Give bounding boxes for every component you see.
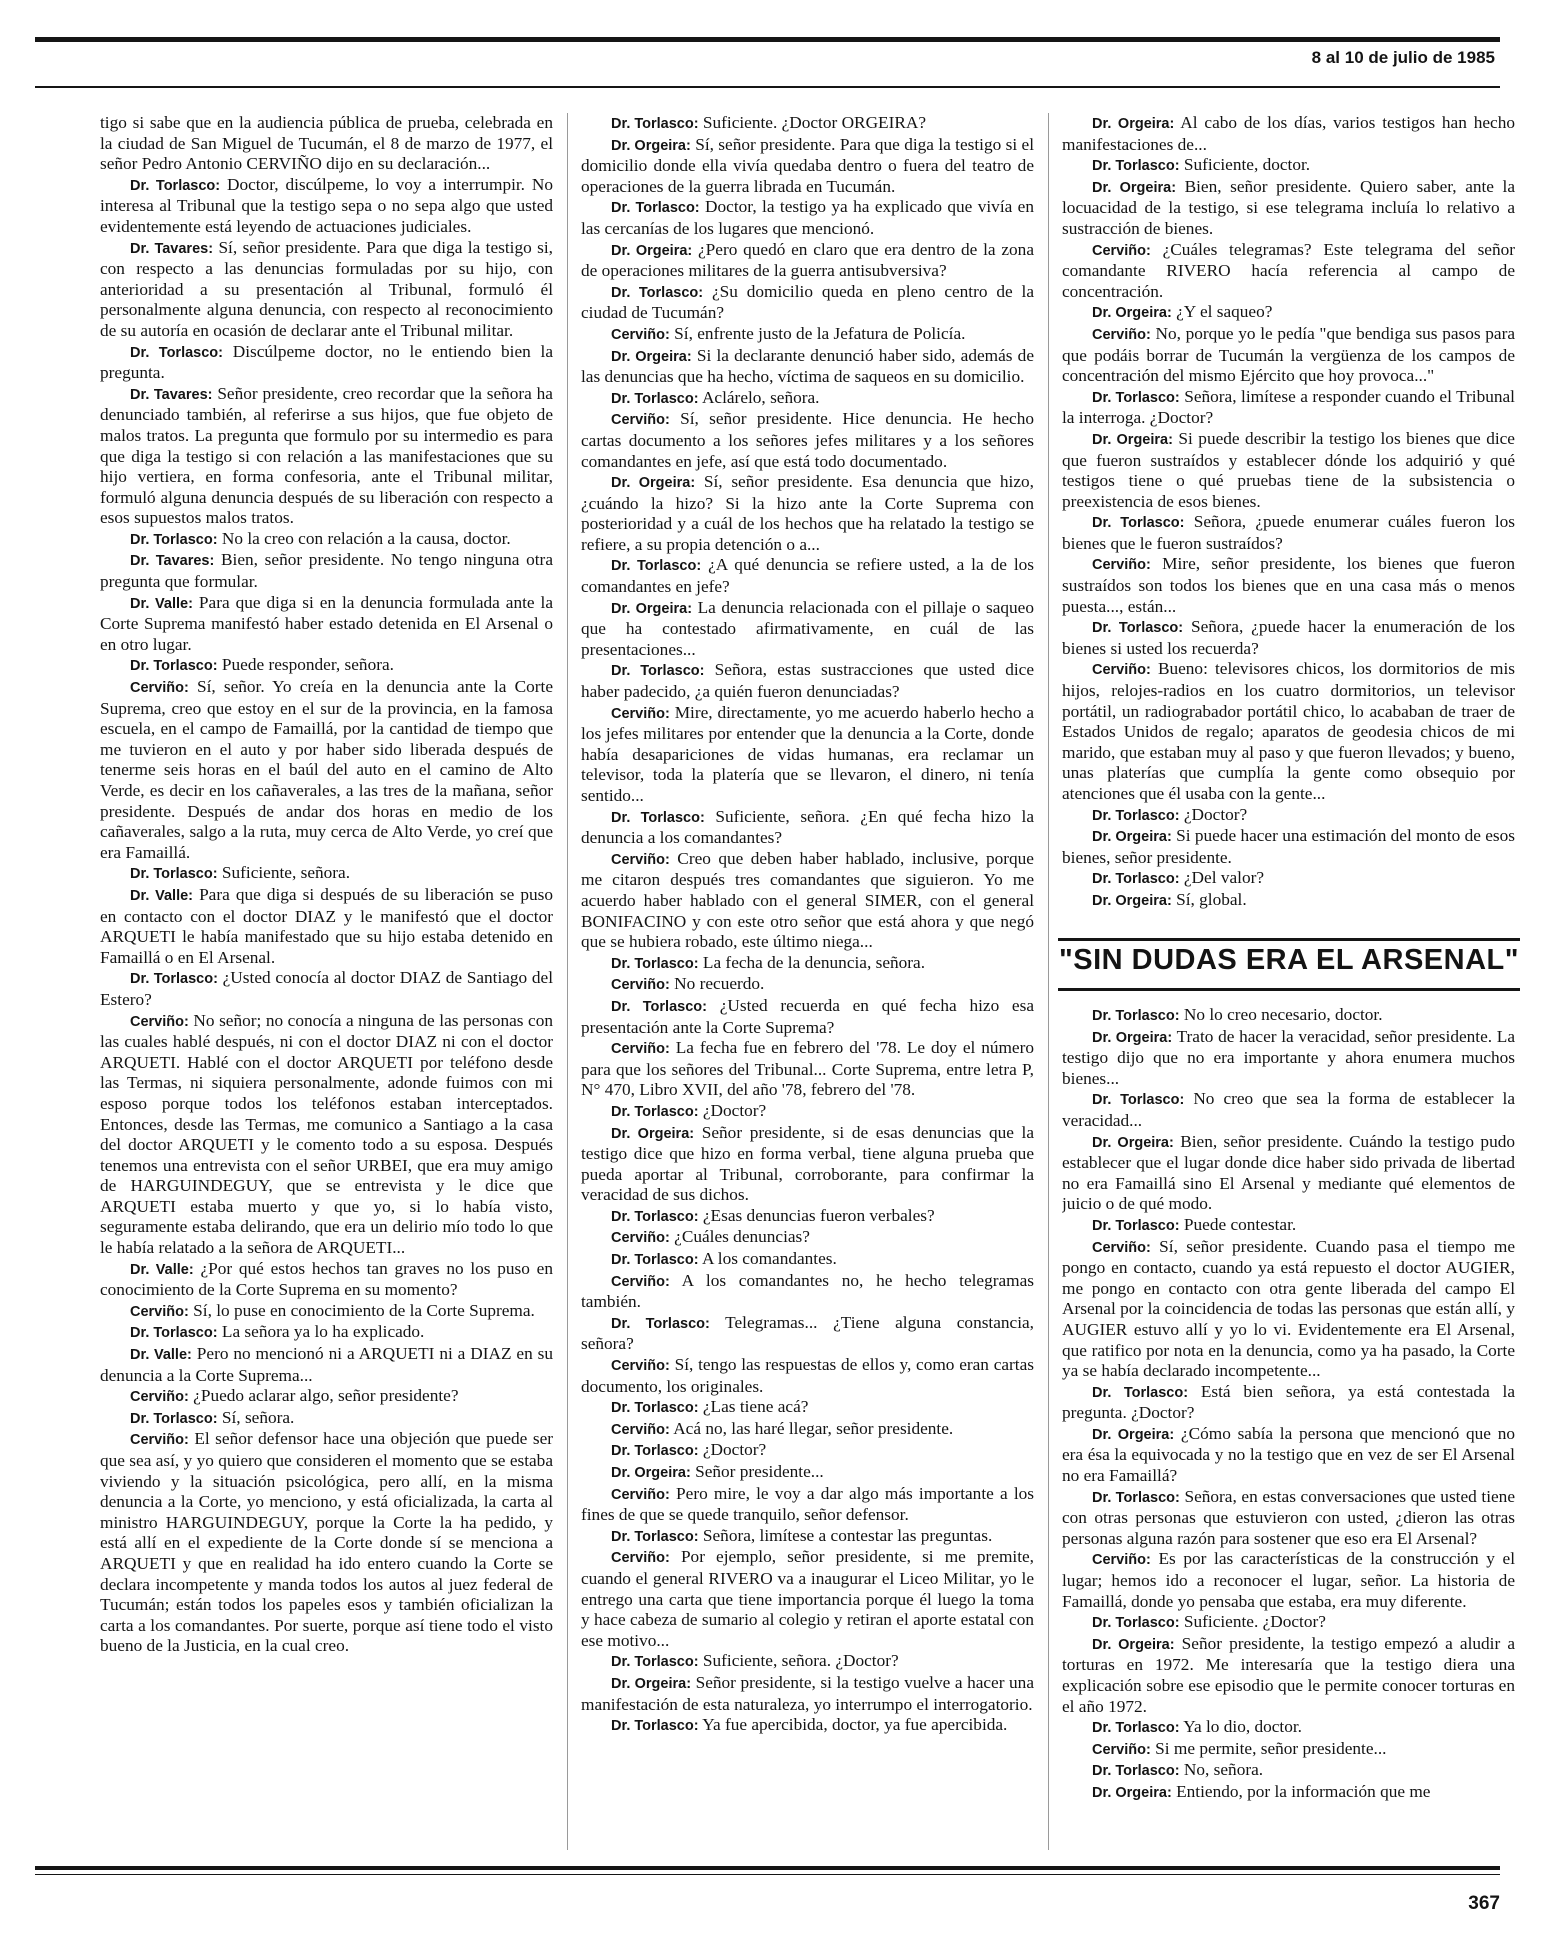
dialogue-paragraph (1062, 659, 1515, 804)
dialogue-paragraph (581, 1715, 1034, 1737)
dialogue-paragraph (100, 1408, 553, 1430)
dialogue-paragraph (581, 113, 1034, 135)
speech-text: La denuncia relacionada con el pillaje o saqueo que ha contestado afirmativamente, en cuál de las presentaciones... (581, 597, 1034, 659)
speech-text: Si puede describir la testigo los bienes que dice que fueron sustraídos y establecer dónde los adquirió y qué testigos tiene o qué pruebas tiene de la subsistencia o preexistencia de esos bienes. (1062, 428, 1515, 511)
speaker-label: Dr. Torlasco: (130, 344, 223, 361)
speaker-label: Dr. Torlasco: (130, 531, 218, 548)
dialogue-paragraph (581, 1227, 1034, 1249)
dialogue-paragraph (581, 974, 1034, 996)
speaker-label: Dr. Valle: (130, 595, 193, 612)
speech-text: No creo que sea la forma de establecer la veracidad... (1062, 1089, 1515, 1130)
speaker-label: Dr. Orgeira: (611, 1675, 692, 1692)
speaker-label: Dr. Orgeira: (1092, 116, 1175, 132)
dialogue-paragraph (1062, 302, 1515, 324)
speech-text: Señora, limítese a contestar las preguntas. (702, 1525, 993, 1545)
text-column-3-top (1062, 113, 1515, 913)
speech-text: ¿Puedo aclarar algo, señor presidente? (193, 1386, 459, 1406)
dialogue-paragraph (581, 1526, 1034, 1548)
speech-text: Entiendo, por la información que me (1176, 1781, 1431, 1801)
speech-text: Si me permite, señor presidente... (1155, 1738, 1387, 1758)
speech-text: La fecha de la denuncia, señora. (702, 952, 926, 972)
speech-text: Sí, tengo las respuestas de ellos y, como eran cartas documento, los originales. (581, 1355, 1034, 1396)
dialogue-paragraph (581, 1547, 1034, 1651)
speaker-label: Dr. Orgeira: (611, 475, 696, 492)
speaker-label: Dr. Torlasco: (611, 1528, 699, 1545)
dialogue-paragraph (581, 1249, 1034, 1271)
speech-text: Suficiente, señora. ¿Doctor? (702, 1651, 899, 1671)
speech-text: Para que diga si después de su liberación se puso en contacto con el doctor DIAZ y le manifestó que el doctor ARQUETI le había manifestado que su hijo estaba detenido en Famaillá o en El Arsenal. (100, 884, 553, 967)
speaker-label: Dr. Valle: (130, 887, 193, 904)
dialogue-paragraph (581, 660, 1034, 702)
dialogue-paragraph (581, 388, 1034, 410)
speaker-label: Dr. Torlasco: (1092, 158, 1180, 175)
speech-text: Señora, limítese a responder cuando el Tribunal la interroga. ¿Doctor? (1062, 386, 1515, 428)
text-column-3-bottom (1062, 1005, 1515, 1850)
dialogue-paragraph (100, 1259, 553, 1301)
dialogue-paragraph (1062, 240, 1515, 303)
speech-text: Bien, señor presidente. No tengo ninguna otra pregunta que formular. (100, 550, 553, 592)
dialogue-paragraph (1062, 387, 1515, 429)
speech-text: Señora, en estas conversaciones que usted tiene con otras personas que estuvieron con usted, ¿dieron las otras personas alguna razón para sostener que eso era El Arsenal? (1062, 1486, 1515, 1548)
speaker-label: Dr. Torlasco: (130, 658, 218, 675)
speech-text: Sí, señora. (221, 1407, 295, 1427)
dialogue-paragraph (1062, 113, 1515, 155)
speaker-label: Cerviño: (1092, 1741, 1151, 1758)
speaker-label: Cerviño: (611, 1486, 670, 1503)
dialogue-paragraph (100, 968, 553, 1010)
dialogue-paragraph (100, 550, 553, 592)
speech-text: Si puede hacer una estimación del monto de esos bienes, señor presidente. (1062, 826, 1515, 867)
dialogue-paragraph (581, 1419, 1034, 1441)
speech-text: Por ejemplo, señor presidente, si me premite, cuando el general RIVERO va a inaugurar el Liceo Militar, yo le entrego una carta que tiene importancia porque él luego la toma y hace cabeza de sumario al colegio y retiran el aporte estatal con ese motivo... (581, 1547, 1034, 1650)
top-rule (35, 37, 1500, 42)
speech-text: Señor presidente, si la testigo vuelve a hacer una manifestación de esta naturaleza, yo interrumpo el interrogatorio. (581, 1672, 1034, 1714)
speech-text: ¿Del valor? (1183, 868, 1265, 888)
dialogue-paragraph (581, 807, 1034, 849)
speaker-label: Dr. Torlasco: (1092, 1217, 1180, 1234)
speech-text: Señor presidente... (695, 1462, 824, 1481)
dialogue-paragraph (581, 135, 1034, 198)
speech-text: Sí, señor presidente. Esa denuncia que hizo, ¿cuándo la hizo? Si la hizo ante la Corte Suprema con posterioridad y a cuál de los hechos que ha relatado la testigo se refiere, a su propia detención o a... (581, 472, 1034, 554)
speech-text: ¿Cuáles denuncias? (674, 1227, 810, 1247)
speaker-label: Dr. Orgeira: (1092, 892, 1172, 909)
dialogue-paragraph (1062, 324, 1515, 387)
speech-text: ¿Pero quedó en claro que era dentro de la zona de operaciones militares de la guerra antisubversiva? (581, 239, 1034, 281)
dialogue-paragraph (1062, 1237, 1515, 1382)
dialogue-paragraph (581, 282, 1034, 324)
dialogue-paragraph (581, 1484, 1034, 1526)
dialogue-paragraph (1062, 826, 1515, 868)
speech-text: Discúlpeme doctor, no le entiendo bien la pregunta. (100, 341, 553, 383)
dialogue-paragraph (581, 996, 1034, 1038)
speaker-label: Cerviño: (611, 851, 670, 868)
speech-text: Sí, señor presidente. Hice denuncia. He hecho cartas documento a los señores jefes militares y a los señores comandantes en jefe, así que está todo documentado. (581, 409, 1034, 471)
speech-text: Señor presidente, creo recordar que la señora ha denunciado también, al referirse a sus hijos, que fue objeto de malos tratos. La pregunta que formulo por su intermedio es para que diga la testigo si con relación a las manifestaciones que su hijo vertiera, en forma confesoria, ante el Tribunal militar, formuló alguna denuncia después de su liberación con respecto a esos supuestos malos tratos. (100, 383, 553, 528)
speaker-label: Dr. Torlasco: (611, 116, 699, 132)
dialogue-paragraph (581, 1038, 1034, 1101)
speech-text: Para que diga si en la denuncia formulada ante la Corte Suprema manifestó haber estado detenida en El Arsenal o en otro lugar. (100, 592, 553, 654)
speech-text: Señora, estas sustracciones que usted dice haber padecido, ¿a quién fueron denunciadas? (581, 660, 1034, 702)
speaker-label: Dr. Valle: (130, 1347, 192, 1364)
speaker-label: Dr. Torlasco: (1092, 807, 1180, 824)
speech-text: Sí, señor presidente. Para que diga la testigo si, con respecto a las denuncias formuladas por su hijo, con anterioridad a su presentación al Tribunal, formuló él personalmente alguna denuncia, con respecto al reconocimiento de su autoría en ocasión de declarar ante el Tribunal militar. (100, 237, 553, 340)
dialogue-paragraph (100, 1429, 553, 1657)
speaker-label: Dr. Torlasco: (1092, 389, 1180, 406)
speaker-label: Cerviño: (1092, 326, 1151, 343)
speech-text: Mire, directamente, yo me acuerdo haberlo hecho a los jefes militares por entender que la denuncia a la Corte, donde había desapariciones de vidas humanas, era reclamar un televisor, toda la platería que se llevaron, el dinero, ni tenía sentido... (581, 702, 1034, 805)
speaker-label: Dr. Torlasco: (1092, 871, 1180, 888)
speaker-label: Dr. Torlasco: (611, 1252, 699, 1269)
speaker-label: Dr. Torlasco: (1092, 1615, 1180, 1632)
speaker-label: Cerviño: (611, 412, 670, 429)
dialogue-paragraph (1062, 1132, 1515, 1215)
speaker-label: Dr. Orgeira: (611, 137, 691, 154)
dialogue-paragraph (1062, 177, 1515, 240)
speech-text: tigo si sabe que en la audiencia pública de prueba, celebrada en la ciudad de San Miguel de Tucumán, el 8 de marzo de 1977, el señor Pedro Antonio CERVIÑO dijo en su declaración... (100, 113, 553, 174)
dialogue-paragraph (1062, 1487, 1515, 1550)
text-column-1 (100, 113, 553, 1850)
speech-text: ¿Y el saqueo? (1176, 302, 1273, 322)
dialogue-paragraph (581, 197, 1034, 239)
speaker-label: Dr. Orgeira: (1092, 1636, 1175, 1653)
speaker-label: Cerviño: (130, 1389, 189, 1406)
speech-text: ¿Su domicilio queda en pleno centro de la ciudad de Tucumán? (581, 281, 1034, 323)
dialogue-paragraph (581, 240, 1034, 282)
dialogue-paragraph (581, 324, 1034, 346)
speech-text: No la creo con relación a la causa, doctor. (221, 528, 511, 548)
speech-text: Sí, lo puse en conocimiento de la Corte Suprema. (193, 1300, 535, 1320)
speech-text: Suficiente. ¿Doctor ORGEIRA? (702, 113, 927, 132)
dialogue-paragraph (100, 529, 553, 551)
speaker-label: Cerviño: (611, 1421, 670, 1438)
issue-date: 8 al 10 de julio de 1985 (1311, 48, 1495, 67)
speech-text: Creo que deben haber hablado, inclusive, porque me citaron después tres comandantes que siguieron. Yo me acuerdo haber hablado con el general SIMER, con el general BONIFACINO y con este otro señor que está ahora y que negó que se hubiera robado, este último niega... (581, 848, 1034, 952)
dialogue-paragraph (100, 384, 553, 529)
speech-text: Suficiente, doctor. (1183, 155, 1311, 175)
speech-text: Está bien señora, ya está contestada la pregunta. ¿Doctor? (1062, 1381, 1515, 1423)
speech-text: ¿Doctor? (702, 1440, 767, 1460)
speech-text: ¿Cuáles telegramas? Este telegrama del señor comandante RIVERO hacía referencia al campo de concentración. (1062, 239, 1515, 301)
speech-text: Sí, global. (1176, 889, 1247, 909)
speech-text: ¿A qué denuncia se refiere usted, a la de los comandantes en jefe? (581, 555, 1034, 597)
speaker-label: Dr. Orgeira: (1092, 305, 1172, 322)
column-divider (1048, 113, 1049, 1850)
dialogue-paragraph (581, 346, 1034, 388)
dialogue-paragraph (581, 1101, 1034, 1123)
section-headline: "SIN DUDAS ERA EL ARSENAL" (1059, 944, 1519, 976)
speech-text: Señor presidente, la testigo empezó a aludir a torturas en 1972. Me interesaría que la testigo diera una explicación sobre ese episodio que le permite conocer torturas en el año 1972. (1062, 1633, 1515, 1716)
speaker-label: Cerviño: (130, 1303, 189, 1320)
speech-text: Bien, señor presidente. Cuándo la testigo pudo establecer que el lugar donde dice haber sido privada de libertad no era Famaillá sino El Arsenal y mediante qué elementos de juicio o de qué modo. (1062, 1131, 1515, 1214)
dialogue-paragraph (581, 1673, 1034, 1715)
speech-text: Puede contestar. (1183, 1214, 1297, 1234)
speech-text: ¿Por qué estos hechos tan graves no los puso en conocimiento de la Corte Suprema en su momento? (100, 1258, 553, 1300)
dialogue-paragraph (1062, 1634, 1515, 1717)
speaker-label: Dr. Orgeira: (611, 242, 693, 259)
speech-text: La fecha fue en febrero del '78. Le doy el número para que los señores del Tribunal... Corte Suprema, entre letra P, N° 470, Libro XVII, del año '78, febrero del '78. (581, 1038, 1034, 1100)
speech-text: A los comandantes. (701, 1249, 837, 1269)
speech-text: Suficiente, señora. (221, 863, 351, 883)
speech-text: No lo creo necesario, doctor. (1183, 1005, 1383, 1024)
speech-text: Aclárelo, señora. (701, 387, 820, 407)
dialogue-paragraph (100, 1011, 553, 1259)
speaker-label: Dr. Torlasco: (611, 955, 699, 972)
dialogue-paragraph (1062, 1717, 1515, 1739)
speech-text: Señor presidente, si de esas denuncias que la testigo dice que hizo en forma verbal, tiene alguna prueba que pueda aportar al Tribunal, corroborante, para confirmar la veracidad de sus dichos. (581, 1122, 1034, 1205)
speaker-label: Dr. Torlasco: (611, 1103, 699, 1120)
speech-text: ¿Usted conocía al doctor DIAZ de Santiago del Estero? (100, 968, 553, 1009)
speaker-label: Dr. Orgeira: (1092, 431, 1173, 448)
dialogue-paragraph (100, 885, 553, 968)
dialogue-paragraph (581, 1440, 1034, 1462)
speech-text: Mire, señor presidente, los bienes que fueron sustraídos son todos los bienes que en una casa más o menos puesta..., están... (1062, 554, 1515, 616)
speaker-label: Dr. Torlasco: (611, 200, 700, 217)
speech-text: Ya fue apercibida, doctor, ya fue apercibida. (702, 1715, 1008, 1735)
speech-text: Suficiente, señora. ¿En qué fecha hizo la denuncia a los comandantes? (581, 806, 1034, 848)
speech-text: Pero no mencionó ni a ARQUETI ni a DIAZ en su denuncia a la Corte Suprema... (100, 1344, 553, 1385)
dialogue-paragraph (581, 703, 1034, 807)
speaker-label: Cerviño: (611, 1230, 670, 1247)
speaker-label: Dr. Torlasco: (1092, 1008, 1180, 1024)
dialogue-paragraph (1062, 1760, 1515, 1782)
speaker-label: Cerviño: (1092, 242, 1151, 259)
dialogue-paragraph (1062, 1382, 1515, 1424)
speech-text: Sí, señor presidente. Cuando pasa el tiempo me pongo en contacto, cuando ya está repuesto el doctor AUGIER, me pongo en contacto con otra gente liberada del campo El Arsenal por la coincidencia de todas las personas que están allí, y AUGIER estuvo allí y yo lo vi. Evidentemente era El Arsenal, que ratifico por nota en la denuncia, como ya ha pasado, la Corte ya se había declarado incompetente... (1062, 1236, 1515, 1381)
speaker-label: Cerviño: (130, 1432, 189, 1449)
column-divider (567, 113, 568, 1850)
dialogue-paragraph (1062, 805, 1515, 827)
speech-text: ¿Doctor? (702, 1100, 767, 1120)
dialogue-paragraph (1062, 1739, 1515, 1761)
speech-text: Es por las características de la construcción y el lugar; hemos ido a reconocer el lugar, señor. La historia de Famaillá, donde yo pensaba que estaba, era muy diferente. (1062, 1549, 1515, 1611)
dialogue-paragraph (1062, 1782, 1515, 1804)
speaker-label: Dr. Torlasco: (130, 971, 218, 988)
speech-text: Bueno: televisores chicos, los dormitorios de mis hijos, relojes-radios en los cuatro dormitorios, un televisor portátil, un radiograbador portátil chico, lo acababan de traer de Estados Unidos de regalo; aparatos de geodesia chicos de mi marido, que estaban muy al paso y que fueron llevados; y bueno, unas platerías que cumplía la gente como obsequio por atenciones que él usaba con la gente... (1062, 659, 1515, 803)
speech-text: No, porque yo le pedía "que bendiga sus pasos para que podáis borrar de Tucumán la vergüenza de los campos de concentración del mismo Ejército que hoy provoca..." (1062, 323, 1515, 386)
speaker-label: Dr. Torlasco: (611, 809, 705, 826)
speaker-label: Dr. Tavares: (130, 553, 215, 570)
speaker-label: Cerviño: (130, 1013, 189, 1030)
page-number: 367 (1468, 1893, 1500, 1914)
dialogue-paragraph (100, 655, 553, 677)
speech-text: Sí, enfrente justo de la Jefatura de Policía. (674, 323, 966, 343)
dialogue-paragraph (581, 849, 1034, 953)
speaker-label: Dr. Torlasco: (1092, 620, 1184, 637)
dialogue-paragraph (1062, 1005, 1515, 1027)
speech-text: No, señora. (1183, 1760, 1264, 1780)
dialogue-paragraph (581, 1271, 1034, 1313)
speaker-label: Cerviño: (611, 1550, 670, 1567)
speech-text: Puede responder, señora. (221, 655, 394, 675)
speaker-label: Dr. Orgeira: (1092, 179, 1177, 196)
speech-text: Trato de hacer la veracidad, señor presidente. La testigo dijo que no era importante y ahora enumera muchos bienes... (1062, 1026, 1515, 1088)
dialogue-paragraph (1062, 1549, 1515, 1612)
dialogue-paragraph (1062, 1089, 1515, 1131)
speaker-label: Dr. Torlasco: (1092, 1092, 1185, 1109)
speaker-label: Cerviño: (611, 1041, 670, 1058)
speaker-label: Dr. Torlasco: (130, 866, 218, 883)
speaker-label: Dr. Orgeira: (1092, 1426, 1175, 1443)
speaker-label: Dr. Torlasco: (611, 1654, 699, 1671)
dialogue-paragraph (100, 1322, 553, 1344)
speaker-label: Dr. Tavares: (130, 386, 213, 403)
speaker-label: Dr. Torlasco: (1092, 1720, 1180, 1737)
speech-text: Bien, señor presidente. Quiero saber, ante la locuacidad de la testigo, si ese telegrama incluía lo relativo a sustracción de bienes. (1062, 176, 1515, 238)
dialogue-paragraph (581, 1462, 1034, 1484)
speaker-label: Dr. Tavares: (130, 240, 214, 257)
speech-text: Señora, ¿puede enumerar cuáles fueron los bienes que le fueron sustraídos? (1062, 512, 1515, 553)
speech-text: Si la declarante denunció haber sido, además de las denuncias que ha hecho, víctima de saqueos en su domicilio. (581, 345, 1034, 387)
dialogue-paragraph (1062, 1215, 1515, 1237)
dialogue-paragraph (100, 677, 553, 863)
dialogue-paragraph (1062, 1027, 1515, 1090)
speaker-label: Dr. Torlasco: (130, 1410, 218, 1427)
speech-text: La señora ya lo ha explicado. (221, 1322, 425, 1342)
dialogue-paragraph (1062, 1424, 1515, 1487)
speaker-label: Dr. Torlasco: (130, 177, 221, 194)
speaker-label: Dr. Torlasco: (1092, 1489, 1180, 1506)
dialogue-paragraph (1062, 155, 1515, 177)
speaker-label: Dr. Torlasco: (611, 1315, 710, 1332)
speech-text: ¿Esas denuncias fueron verbales? (702, 1205, 935, 1225)
speaker-label: Dr. Torlasco: (1092, 1384, 1189, 1401)
dialogue-paragraph (581, 1206, 1034, 1228)
dialogue-paragraph (581, 1651, 1034, 1673)
speaker-label: Dr. Torlasco: (611, 663, 705, 680)
speaker-label: Dr. Torlasco: (611, 1443, 699, 1460)
dialogue-paragraph (1062, 1612, 1515, 1634)
speaker-label: Dr. Orgeira: (1092, 1134, 1174, 1151)
dialogue-paragraph (100, 342, 553, 384)
dialogue-paragraph (581, 472, 1034, 555)
speaker-label: Cerviño: (611, 1273, 670, 1290)
speaker-label: Dr. Orgeira: (611, 348, 692, 365)
speaker-label: Cerviño: (611, 705, 670, 722)
speaker-label: Cerviño: (1092, 1552, 1151, 1569)
speaker-label: Cerviño: (1092, 662, 1151, 679)
speech-text: ¿Doctor? (1183, 804, 1248, 824)
speech-text: Señora, ¿puede hacer la enumeración de los bienes si usted los recuerda? (1062, 617, 1515, 658)
dialogue-paragraph (581, 1397, 1034, 1419)
speech-text: No señor; no conocía a ninguna de las personas con las cuales hablé después, ni con el doctor DIAZ ni con el doctor ARQUETI. Hablé con el doctor ARQUETI por teléfono desde las Termas, ni siquiera personalmente, adonde fuimos con mi esposo porque todos los teléfonos estaban interceptados. Entonces, desde las Termas, me comunico a Santiago a la casa del doctor ARQUETI y le comento todo a su esposa. Después tenemos una entrevista con el señor URBEI, que era muy amigo de HARGUINDEGUY, que se entrevista y le dice que ARQUETI estaba muerto y que yo, si lo había visto, seguramente estaba delirando, que era un delirio mío todo lo que le había relatado a la señora de ARQUETI... (100, 1010, 553, 1258)
top-thin-rule (35, 86, 1500, 88)
speaker-label: Dr. Orgeira: (611, 1465, 691, 1481)
speech-text: Al cabo de los días, varios testigos han hecho manifestaciones de... (1062, 113, 1515, 154)
headline-rule-top (1058, 938, 1520, 941)
speech-text: ¿Usted recuerda en qué fecha hizo esa presentación ante la Corte Suprema? (581, 995, 1034, 1037)
dialogue-paragraph (1062, 512, 1515, 554)
speech-text: Acá no, las haré llegar, señor presidente. (673, 1418, 954, 1438)
dialogue-paragraph (1062, 429, 1515, 512)
speaker-label: Dr. Torlasco: (1092, 515, 1185, 532)
speaker-label: Dr. Valle: (130, 1261, 194, 1278)
speaker-label: Dr. Torlasco: (611, 998, 707, 1015)
text-column-2 (581, 113, 1034, 1850)
dialogue-paragraph (1062, 617, 1515, 659)
speaker-label: Dr. Torlasco: (611, 558, 702, 575)
dialogue-paragraph (100, 863, 553, 885)
speaker-label: Cerviño: (1092, 557, 1151, 574)
dialogue-paragraph (581, 1123, 1034, 1206)
dialogue-paragraph (1062, 890, 1515, 912)
dialogue-paragraph (100, 238, 553, 342)
speaker-label: Cerviño: (611, 326, 670, 343)
speaker-label: Dr. Torlasco: (611, 390, 699, 407)
bottom-thin-rule (35, 1874, 1500, 1875)
dialogue-paragraph (581, 555, 1034, 597)
speaker-label: Dr. Torlasco: (611, 284, 704, 301)
speaker-label: Dr. Torlasco: (1092, 1763, 1180, 1780)
speaker-label: Dr. Orgeira: (611, 600, 693, 617)
speech-text: Ya lo dio, doctor. (1183, 1717, 1302, 1737)
speech-text: ¿Las tiene acá? (702, 1397, 809, 1417)
speech-text: Doctor, discúlpeme, lo voy a interrumpir. No interesa al Tribunal que la testigo sepa o no sepa algo que usted evidentemente está leyendo de actuaciones judiciales. (100, 174, 553, 236)
dialogue-paragraph (1062, 868, 1515, 890)
speaker-label: Cerviño: (1092, 1239, 1151, 1256)
speaker-label: Dr. Torlasco: (611, 1400, 699, 1417)
speaker-label: Dr. Orgeira: (1092, 1029, 1173, 1046)
dialogue-paragraph (581, 953, 1034, 975)
speech-text: Sí, señor presidente. Para que diga la testigo si el domicilio donde ella vivía quedaba dentro o fuera del teatro de operaciones de la guerra librada en Tucumán. (581, 134, 1034, 196)
speech-text: Doctor, la testigo ya ha explicado que vivía en las cercanías de los lugares que mencionó. (581, 197, 1034, 238)
dialogue-paragraph (100, 1344, 553, 1386)
speaker-label: Dr. Orgeira: (611, 1125, 695, 1142)
speaker-label: Cerviño: (611, 1358, 670, 1375)
speaker-label: Cerviño: (130, 680, 189, 697)
speech-text: A los comandantes no, he hecho telegramas también. (581, 1270, 1034, 1312)
speech-text: No recuerdo. (674, 974, 765, 994)
dialogue-paragraph (100, 593, 553, 656)
speaker-label: Cerviño: (611, 977, 670, 994)
dialogue-paragraph (100, 1386, 553, 1408)
speaker-label: Dr. Torlasco: (130, 1325, 218, 1342)
speech-text: ¿Cómo sabía la persona que mencionó que no era ésa la equivocada y no la testigo que en vez de ser El Arsenal no era Famaillá? (1062, 1423, 1515, 1486)
dialogue-paragraph (581, 1313, 1034, 1355)
speech-text: Suficiente. ¿Doctor? (1183, 1612, 1326, 1632)
dialogue-paragraph (100, 175, 553, 238)
dialogue-paragraph (581, 598, 1034, 661)
speech-text: Pero mire, le voy a dar algo más importante a los fines de que se quede tranquilo, señor defensor. (581, 1483, 1034, 1525)
dialogue-paragraph (581, 409, 1034, 472)
dialogue-paragraph (1062, 554, 1515, 617)
speaker-label: Dr. Orgeira: (1092, 829, 1172, 846)
speech-text: Telegramas... ¿Tiene alguna constancia, señora? (581, 1312, 1034, 1354)
headline-rule-bottom (1058, 988, 1520, 991)
speech-text: Sí, señor. Yo creía en la denuncia ante la Corte Suprema, creo que estoy en el sur de la provincia, en la famosa escuela, en el campo de Famaillá, por la cantidad de tiempo que me tuvieron en el auto y por haber sido liberada después de tenerme seis horas en el baúl del auto en el camino de Alto Verde, es decir en los cañaverales, a las tres de la mañana, señor presidente. Después de andar dos horas en medio de los cañaverales, salgo a la ruta, muy cerca de Alto Verde, yo creí que era Famaillá. (100, 677, 553, 862)
dialogue-paragraph (100, 113, 553, 175)
speaker-label: Dr. Orgeira: (1092, 1784, 1172, 1801)
speaker-label: Dr. Torlasco: (611, 1208, 699, 1225)
speech-text: El señor defensor hace una objeción que puede ser que sea así, y yo quiero que consideren el momento que se estaba viviendo y la situación psicológica, pero allí, en la misma denuncia a la Corte, yo menciono, y está oficializada, la carta al ministro HARGUINDEGUY, porque la Corte la ha pedido, y está allí en el expediente de la Corte donde sí se menciona a ARQUETI y que en realidad ha ido entero cuando la Corte se declara incompetente y manda todos los autos al juez federal de Tucumán; están todos los papeles esos y también oficializan la carta a los comandantes. Por suerte, porque así tiene todo el visto bueno de la Justicia, en la cual creo. (100, 1429, 553, 1656)
dialogue-paragraph (100, 1301, 553, 1323)
speaker-label: Dr. Torlasco: (611, 1718, 699, 1735)
dialogue-paragraph (581, 1355, 1034, 1397)
bottom-rule (35, 1866, 1500, 1870)
